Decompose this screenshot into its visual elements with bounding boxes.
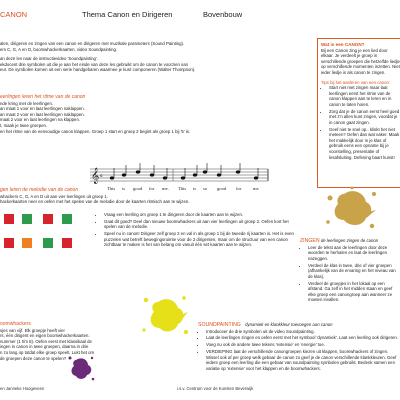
- intro: [0, 41, 310, 73]
- footer-partner: i.s.v. Centrum voor de Kunsten Beverwijk: [177, 386, 254, 391]
- boomwhacker-cards: [0, 212, 80, 282]
- canon-play-steps: [96, 212, 294, 249]
- melody-line: hackerkaarten neer en oefen met het spelen van de melodie door de kaarten ritmisch aan te wijzen.: [0, 199, 190, 205]
- svg-text:𝄞: 𝄞: [91, 168, 100, 184]
- intro-line: ers C, G, A en D, boomwhackerkaarten, video Soundpainting.: [0, 46, 118, 52]
- section-boomwhackers: [0, 322, 120, 361]
- info-box-body: Bij een Canon zing je een lied door elkaar. Je verdeelt je groep in verschillende groepen die hetzelfde liedje op verschillende momenten inzetten. Niet ieder liedje is als canon te zingen.: [321, 47, 400, 75]
- rhythm-line: an maat 1 voor en laat leerlingen naklappen.: [0, 106, 85, 112]
- gold-ink-splash: [322, 184, 380, 232]
- info-box-title: Wat is een CANON?: [321, 42, 365, 47]
- soundpainting-item: • VERDIEPING laat de verschillende canongroepen kiezen uit klappen, boomwhackers of zingen. Wissel ook af per groep welk gebaar de canon zo geef je de canon verschillende klankkleuren. Geef iedere groep een leerling die een gebaar van soundpainting symbolen gebruikt. Bedenk samen een variatie op 'extensie' voor het klappen en de boomwhackers.: [206, 349, 400, 371]
- rhythm-line: t, maak je twee groepen.: [0, 122, 48, 128]
- intro-line: alen, dirigeren en zingen van een canon en dirigeren met muzikale parameters (Sound Painting).: [0, 41, 185, 46]
- rhythm-line: nde kring met de leerlingen.: [0, 100, 54, 106]
- card-green: [43, 238, 53, 248]
- footer-credit: en Janneke Hoogeveen: [0, 386, 45, 391]
- lyric-word: for: [236, 186, 242, 191]
- rhythm-line: en het ritme van de eenvoudige canon klappen. Groep 1 start en groep 2 begint als groep 1 bij '5' is.: [0, 128, 191, 134]
- rhythm-line: an maat 2 voor en laat leerlingen naklappen.: [0, 111, 85, 117]
- boomwhackers-title: oomwhackers: [0, 321, 31, 327]
- boomwhackers-line: ingen in canon in twee groepen, daarna in drie: [0, 344, 89, 350]
- zingen-title: ZINGEN: [300, 238, 320, 244]
- svg-text:𝄴: 𝄴: [100, 173, 103, 180]
- lyric-word: is: [193, 186, 197, 191]
- section-rhythm: [0, 95, 316, 134]
- step-item: • Speel nu in canon! Dirigeer zelf groep 2 en val in als groep 1 bij de tweede rij kaarten is. Het is even puzzelen wat betreft bewegingsruimte voor de 2 dirigenten, maar om de structuur van een canon zichtbaar te maken is het van belang om vanuit één set kaarten aan te wijzen.: [104, 231, 294, 248]
- card-red: [43, 214, 53, 224]
- zingen-item: • Verdeel de groepjes in het lokaal op een afstand. Ga zelf in het midden staan en geef elke groep een canongroep aan wanneer ze moeten invallen.: [308, 281, 400, 303]
- page-title: CANON: [0, 10, 28, 19]
- card-green: [62, 214, 72, 224]
- zingen-item: • Leer de tekst aan de leerlingen door deze woorden te herhalen en laat de leerlingen nazeggen.: [308, 245, 400, 262]
- soundpainting-subtitle: dynamiek en klankkleur toevoegen aan canon: [245, 322, 333, 327]
- boomwhackers-line: rs, één dirigent en eigen boomwhackerkaarten.: [0, 333, 90, 339]
- level-label: Bovenbouw: [203, 10, 243, 19]
- intro-line: ekdocent drie symbolen uit die je aan het einde van deze les gebruikt om de canon te voorzien van: [0, 61, 188, 67]
- lyric-word: This: [178, 186, 187, 191]
- purple-ink-splash: [66, 352, 96, 382]
- card-red: [62, 238, 72, 248]
- tips-title: Tips bij het aanleren van een canon:: [321, 79, 391, 85]
- boomwhackers-line: nummer (1 t/m 8). Oefen eerst met klassikaal de: [0, 338, 92, 344]
- step-item: • Vraag een leerling om groep 1 te dirigeren door de kaarten aan te wijzen.: [104, 212, 294, 218]
- boomwhackers-line: n zo lang op totdat elke groep speelt. Lukt het om: [0, 349, 95, 355]
- card-red: [4, 238, 14, 248]
- theme-title: Thema Canon en Dirigeren: [82, 10, 173, 19]
- soundpainting-title: SOUNDPAINTING: [198, 322, 241, 328]
- lyric-word: good: [133, 186, 143, 191]
- intro-line: eur. De symbolen komen uit een serie handgebaren waarmee je kunt componeren (Walter Thompson).: [0, 67, 196, 73]
- lyric-word: good: [217, 186, 227, 191]
- lyric-word: me.: [162, 186, 169, 191]
- section-zingen: [300, 238, 400, 304]
- melody-line: whackers C, G, A en D uit aan vier leerlingen uit groep 1.: [0, 193, 108, 199]
- lyric-word: for: [149, 186, 155, 191]
- intro-line: an deze les naar de instructievideo 'Soundpainting'.: [0, 56, 98, 62]
- soundpainting-item: • Laat de leerlingen zingen en oefen eerst met het symbool 'dynamiek'. Laat een leerling ook dirigeren.: [206, 335, 400, 341]
- tip-item: • Start niet met zingen maar laat leerlingen eerst het ritme van de canon klappen aan te leren en in canon te laten horen.: [329, 85, 400, 107]
- lyric-word: This: [107, 186, 116, 191]
- zingen-item: • Verdeel de klas in twee, drie of vier groepen (afhankelijk van de ervaring en het niveau van de klas).: [308, 263, 400, 280]
- tip-item: • Zorg dat je de canon eerst heel goed met z'n allen kunt zingen, voordat je in canon gaat zingen.: [329, 109, 400, 126]
- rhythm-line: maat 2 voor en laat leerlingen na klappen.: [0, 117, 81, 123]
- soundpainting-heading: [198, 322, 400, 329]
- card-green: [22, 214, 32, 224]
- section-melody-title: gen leren de melodie van de canon: [0, 187, 79, 193]
- lyric-word: is: [122, 186, 126, 191]
- canon-info-box: [317, 38, 400, 188]
- soundpainting-item: • Introduceer de drie symbolen uit de video Soundpainting.: [206, 329, 400, 335]
- zingen-subtitle: de leerlingen zingen de canon: [320, 238, 379, 243]
- soundpainting-item: • Voeg nu ook de andere twee tekens 'extensie' en 'energie' toe.: [206, 342, 400, 348]
- lyric-word: me: [253, 186, 259, 191]
- yellow-ink-splash: [140, 290, 190, 340]
- zingen-heading: [300, 238, 400, 245]
- boomwhackers-line: de groepen deze canon te spelen?: [0, 355, 67, 361]
- card-red: [4, 214, 14, 224]
- section-rhythm-title: eerlingen leren het ritme van de canon: [0, 94, 86, 100]
- section-melody: [0, 188, 310, 205]
- step-item: • Gaat dit goed? Deel dan nieuwe boomwhackers uit aan vier leerlingen uit groep 2. Oefen kort het spelen van de melodie.: [104, 219, 294, 230]
- tip-item: • Geef niet te snel op.. klinkt het niet meteen? Oefen dan wat vaker. Maak het makkelijk door in je klas of gebruik eens een opname bij je voorstelling, presentatie of lesafsluiting. Defening baart kunst!: [329, 127, 400, 161]
- lyric-word: so: [203, 186, 208, 191]
- boomwhackers-line: sjes van vijf. Elk groepje heeft vier: [0, 327, 65, 333]
- section-soundpainting: [198, 322, 400, 373]
- card-orange: [22, 238, 32, 248]
